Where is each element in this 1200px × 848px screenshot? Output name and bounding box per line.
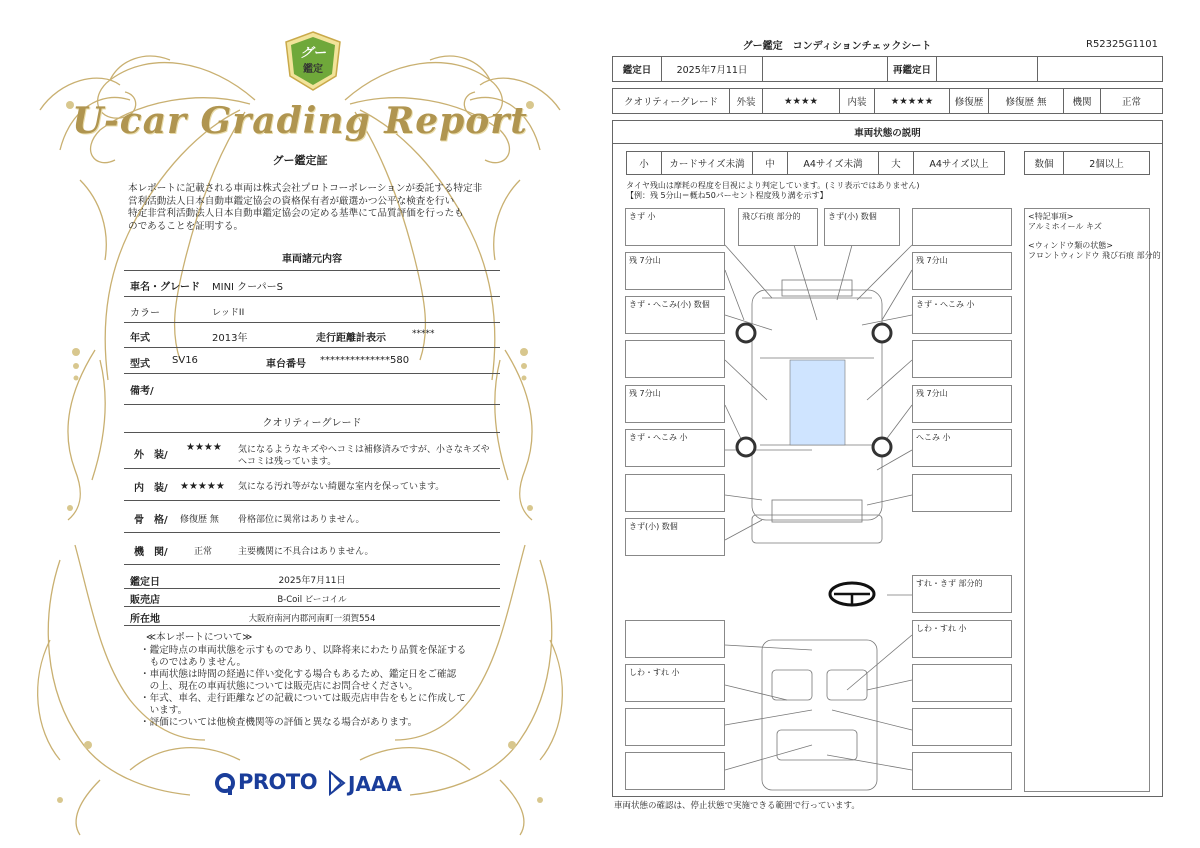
chassis-label: 車台番号 [266, 359, 306, 370]
comment-box-l7 [625, 474, 725, 512]
comment-box-i-l2: しわ・すれ 小 [625, 664, 725, 702]
exterior-stars-sheet: ★★★★ [762, 88, 840, 114]
remarks-label: 備考/ [130, 386, 154, 397]
comment-box-i-r4 [912, 752, 1012, 790]
reappraisal-value [936, 56, 1038, 82]
comment-box-steer: すれ・きず 部分的 [912, 575, 1012, 613]
jaaa-brand: JAAA [348, 772, 402, 796]
state-heading: 車両状態の説明 [612, 120, 1163, 144]
divider [124, 532, 500, 533]
comment-box-t3: きず(小) 数個 [824, 208, 900, 246]
row1-empty-2 [1037, 56, 1163, 82]
special-heading: <特記事項> [1028, 212, 1074, 221]
appraisal-date-label: 鑑定日 [130, 577, 160, 588]
divider [124, 373, 500, 374]
comment-box-i-r1: しわ・すれ 小 [912, 620, 1012, 658]
interior-stars-sheet: ★★★★★ [874, 88, 950, 114]
comment-box-i-r2 [912, 664, 1012, 702]
comment-box-l1: きず 小 [625, 208, 725, 246]
car-name-value: MINI クーパーS [212, 282, 284, 293]
divider [124, 347, 500, 348]
frame-value: 修復歴 無 [180, 515, 219, 525]
comment-box-r2: 残 7分山 [912, 252, 1012, 290]
engine-label-sheet: 機関 [1063, 88, 1101, 114]
notes-list: ・鑑定時点の車両状態を示すものであり、以降将来にわたり品質を保証する ものではありません。 ・車両状態は時間の経過に伴い変化する場合もあるため、鑑定日をご確認 の上、現在の車両状態については販売店にお問合せください。 ・年式、車名、走行距離などの記載については販売店申告をもとに作成して います。 ・評価については他検査機関等の評価と異なる場合があります。 [140, 645, 467, 728]
comment-box-r6: へこみ 小 [912, 429, 1012, 467]
comment-box-r5: 残 7分山 [912, 385, 1012, 423]
comment-box-l8: きず(小) 数個 [625, 518, 725, 556]
notes-heading: ≪本レポートについて≫ [146, 632, 253, 643]
row1-date-label: 鑑定日 [612, 56, 662, 82]
size-large-desc: A4サイズ以上 [913, 151, 1005, 175]
car-name-label: 車名・グレード [130, 282, 200, 293]
comment-box-l5: 残 7分山 [625, 385, 725, 423]
comment-box-l6: きず・へこみ 小 [625, 429, 725, 467]
comment-box-i-r3 [912, 708, 1012, 746]
logo-text-line2: 鑑定 [303, 64, 323, 75]
interior-desc: 気になる汚れ等がない綺麗な室内を保っています。 [238, 482, 445, 492]
special-notes-box [1024, 208, 1150, 792]
divider [124, 500, 500, 501]
comment-box-r4 [912, 340, 1012, 378]
engine-value-sheet: 正常 [1100, 88, 1163, 114]
exterior-label: 外 装/ [134, 450, 168, 461]
size-medium-desc: A4サイズ未満 [787, 151, 879, 175]
count-label: 数個 [1024, 151, 1064, 175]
divider [124, 404, 500, 405]
comment-box-r7 [912, 474, 1012, 512]
frame-label: 骨 格/ [134, 515, 168, 526]
comment-box-r1 [912, 208, 1012, 246]
mileage-value: ***** [412, 329, 435, 339]
location-value: 大阪府南河内郡河南町一須賀554 [248, 614, 376, 624]
row1-empty [762, 56, 888, 82]
interior-label: 内 装/ [134, 483, 168, 494]
divider [124, 296, 500, 297]
comment-box-l4 [625, 340, 725, 378]
shop-value: B-Coil ビーコイル [277, 595, 347, 605]
interior-label-sheet: 内装 [839, 88, 875, 114]
mileage-label: 走行距離計表示 [316, 333, 386, 344]
model-value: SV16 [172, 355, 198, 366]
comment-box-r3: きず・へこみ 小 [912, 296, 1012, 334]
tire-note-2: 【例：残 5分山＝概ね50パーセント程度残り溝を示す】 [626, 191, 828, 200]
divider [124, 270, 500, 271]
comment-box-i-l3 [625, 708, 725, 746]
year-value: 2013年 [212, 333, 248, 344]
location-label: 所在地 [130, 614, 160, 625]
divider [124, 588, 500, 589]
proto-brand: PROTO [238, 770, 318, 794]
color-label: カラー [130, 308, 160, 319]
size-medium: 中 [752, 151, 788, 175]
interior-stars: ★★★★★ [180, 481, 225, 492]
jaaa-logo-icon [328, 770, 346, 796]
appraisal-date-value: 2025年7月11日 [278, 576, 346, 586]
engine-desc: 主要機関に不具合はありません。 [238, 547, 374, 557]
window-heading: <ウィンドウ類の状態> [1028, 241, 1113, 250]
divider [124, 322, 500, 323]
exterior-stars: ★★★★ [186, 442, 222, 453]
comment-box-l2: 残 7分山 [625, 252, 725, 290]
special-item: アルミホイール キズ [1028, 222, 1102, 231]
sheet-footer: 車両状態の確認は、停止状態で実施できる範囲で行っています。 [614, 801, 860, 811]
color-value: レッドII [212, 308, 245, 318]
comment-box-l3: きず・へこみ(小) 数個 [625, 296, 725, 334]
exterior-desc-1: 気になるようなキズやヘコミは補修済みですが、小さなキズや [238, 445, 490, 455]
window-item: フロントウィンドウ 飛び石痕 部分的 [1028, 251, 1161, 260]
divider [124, 564, 500, 565]
frame-desc: 骨格部位に異常はありません。 [238, 515, 365, 525]
proto-logo-icon [214, 772, 236, 796]
certificate-subtitle: グー鑑定証 [272, 154, 328, 167]
comment-box-t2: 飛び石痕 部分的 [738, 208, 818, 246]
model-label: 型式 [130, 359, 150, 370]
intro-text: 本レポートに記載される車両は株式会社プロトコーポレーションが委託する特定非 営利活動法人日本自動車鑑定協会の資格保有者が厳選かつ公平な検査を行い 特定非営利活動法人日本自動車鑑定協会の定める基準にて品質評価を行ったも のであることを証明する。 [128, 183, 483, 232]
size-small: 小 [626, 151, 662, 175]
quality-heading: クオリティーグレード [262, 418, 362, 429]
engine-label: 機 関/ [134, 547, 168, 558]
engine-value: 正常 [194, 547, 213, 557]
quality-grade-label: クオリティーグレード [612, 88, 730, 114]
exterior-desc-2: ヘコミは残っています。 [238, 457, 337, 467]
report-title: U-car Grading Report [72, 100, 528, 142]
history-label: 修復歴 [949, 88, 989, 114]
chassis-value: **************580 [320, 355, 410, 366]
reappraisal-label: 再鑑定日 [887, 56, 937, 82]
specs-heading: 車両諸元内容 [282, 254, 342, 265]
divider [124, 606, 500, 607]
row1-date-value: 2025年7月11日 [661, 56, 763, 82]
exterior-label-sheet: 外装 [729, 88, 763, 114]
tire-note-1: タイヤ残山は摩耗の程度を目視により判定しています。(ミリ表示ではありません) [626, 181, 920, 190]
shop-label: 販売店 [130, 595, 160, 606]
comment-box-i-l4 [625, 752, 725, 790]
divider [124, 432, 500, 433]
logo-text-line1: グー [299, 46, 326, 61]
size-small-desc: カードサイズ未満 [661, 151, 753, 175]
divider [124, 625, 500, 626]
divider [124, 468, 500, 469]
size-large: 大 [878, 151, 914, 175]
count-desc: 2個以上 [1063, 151, 1150, 175]
sheet-title: グー鑑定 コンディションチェックシート [742, 41, 932, 52]
history-value: 修復歴 無 [988, 88, 1064, 114]
sheet-id: R52325G1101 [1086, 39, 1158, 50]
comment-box-i-l1 [625, 620, 725, 658]
year-label: 年式 [130, 333, 150, 344]
